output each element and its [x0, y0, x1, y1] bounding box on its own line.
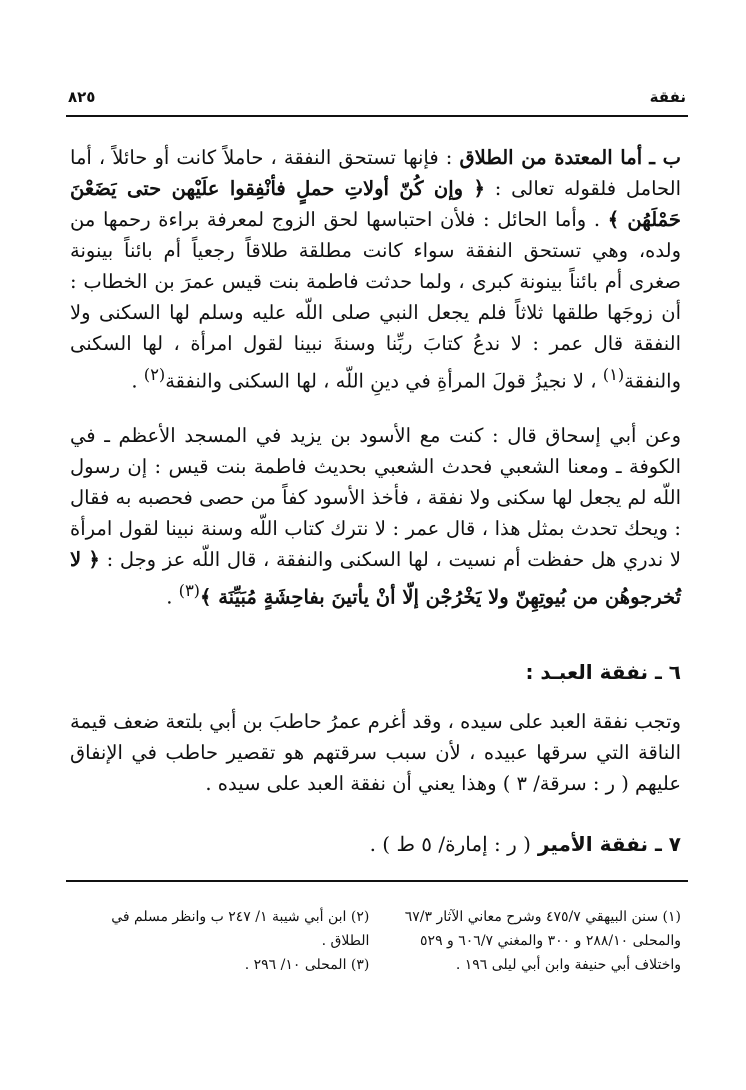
footnote-ref-2: (٢) — [143, 365, 166, 384]
quran-verse-2: ﴿ لا تُخرجوهُن من بُيوتِهِنّ ولا يَخْرُجْن إلّا أنْ يأتينَ بفاحِشَةٍ مُبَيِّنَة ﴾ — [70, 548, 681, 609]
section-b — [70, 142, 681, 397]
section-b-heading: أما المعتدة من الطلاق — [459, 146, 643, 169]
section-b-marker: ب ـ — [649, 146, 681, 169]
section-7 — [70, 832, 681, 856]
quran-verse-1: ﴿ وإن كُنّ أولاتِ حملٍ فأنْفِقوا علَيْهن حتى يَضَعْنَ حَمْلَهُن ﴾ — [70, 177, 681, 231]
section-7-heading: ٧ ـ نفقة الأمير — [537, 832, 681, 856]
footnote-2: (٢) ابن أبي شيبة ١/ ٢٤٧ ب وانظر مسلم في الطلاق . — [111, 909, 370, 949]
footnote-1: (١) سنن البيهقي ٤٧٥/٧ وشرح معاني الآثار ٦٧/٣ والمحلى ٢٨٨/١٠ و ٣٠٠ والمغني ٦٠٦/٧ و ٥٢٩ واختلاف أبي حنيفة وابن أبي ليلى ١٩٦ . — [404, 909, 681, 973]
footnote-3: (٣) المحلى ١٠/ ٢٩٦ . — [244, 957, 370, 973]
footnote-ref-3: (٣) — [178, 581, 201, 600]
section-b-text3: ، لا نجيزُ قولَ المرأةِ في دينِ اللّه ، لها السكنى والنفقة — [165, 369, 597, 393]
section-b-paragraph — [70, 142, 681, 397]
section-7-reference: ( ر : إمارة/ ٥ ط ) . — [369, 832, 531, 856]
hadith-end: . — [166, 585, 173, 609]
hadith-text: وعن أبي إسحاق قال : كنت مع الأسود بن يزيد في المسجد الأعظم ـ في الكوفة ـ ومعنا الشعبي فحدث الشعبي بحديث فاطمة بنت قيس : إن رسول اللّه لم يجعل لها سكنى ولا نفقة ، فأخذ الأسود كفاً من حصى فحصبه به فقال : ويحك تحدث بمثل هذا ، قال عمر : لا نترك كتاب اللّه وسنة نبينا لقول امرأة لا ندري هل حفظت أم نسيت ، لها السكنى والنفقة ، قال اللّه عز وجل : — [70, 424, 681, 571]
section-b-text2: . وأما الحائل : فلأن احتباسها لحق الزوج لمعرفة براءة رحمها من ولده، وهي تستحق النفقة سواء كانت مطلقة طلاقاً رجعياً أم بائناً بينونة صغرى أم بائناً بينونة كبرى ، ولما حدثت فاطمة بنت قيس عمرَ بن الخطاب : أن زوجَها طلقها ثلاثاً فلم يجعل النبي صلى اللّه عليه وسلم لها السكنى ولا النفقة قال عمر : لا ندعُ كتابَ ربِّنا وسنةَ نبينا لقول امرأة ، لها السكنى والنفقة — [70, 208, 681, 393]
section-6-paragraph: وتجب نفقة العبد على سيده ، وقد أغرم عمرُ حاطبَ بن أبي بلتعة ضعف قيمة الناقة التي سرقها عبيده ، لأن سبب سرقتهم هو تقصير حاطب في الإنفاق عليهم ( ر : سرقة/ ٣ ) وهذا يعني أن نفقة العبد على سيده . — [69, 710, 681, 795]
page-number: ٨٢٥ — [68, 88, 96, 106]
section-6 — [70, 660, 681, 684]
footnote-ref-1: (١) — [602, 365, 625, 384]
hadith-paragraph — [70, 420, 681, 613]
footnote-rule — [66, 880, 688, 882]
section-7-line — [70, 832, 681, 856]
header-rule — [66, 115, 688, 117]
section-6-heading: ٦ ـ نفقة العبـد : — [525, 660, 681, 684]
header-title: نفقة — [649, 88, 686, 106]
running-header — [68, 88, 686, 112]
footnote-column-left — [70, 905, 369, 977]
footnote-column-right — [382, 905, 681, 977]
section-b-text4: . — [131, 369, 138, 393]
section-6-body — [70, 706, 681, 799]
section-b-text1: : فإنها تستحق النفقة ، حاملاً كانت أو حائلاً ، أما الحامل فلقوله تعالى : — [70, 146, 681, 200]
section-b-hadith — [70, 420, 681, 613]
